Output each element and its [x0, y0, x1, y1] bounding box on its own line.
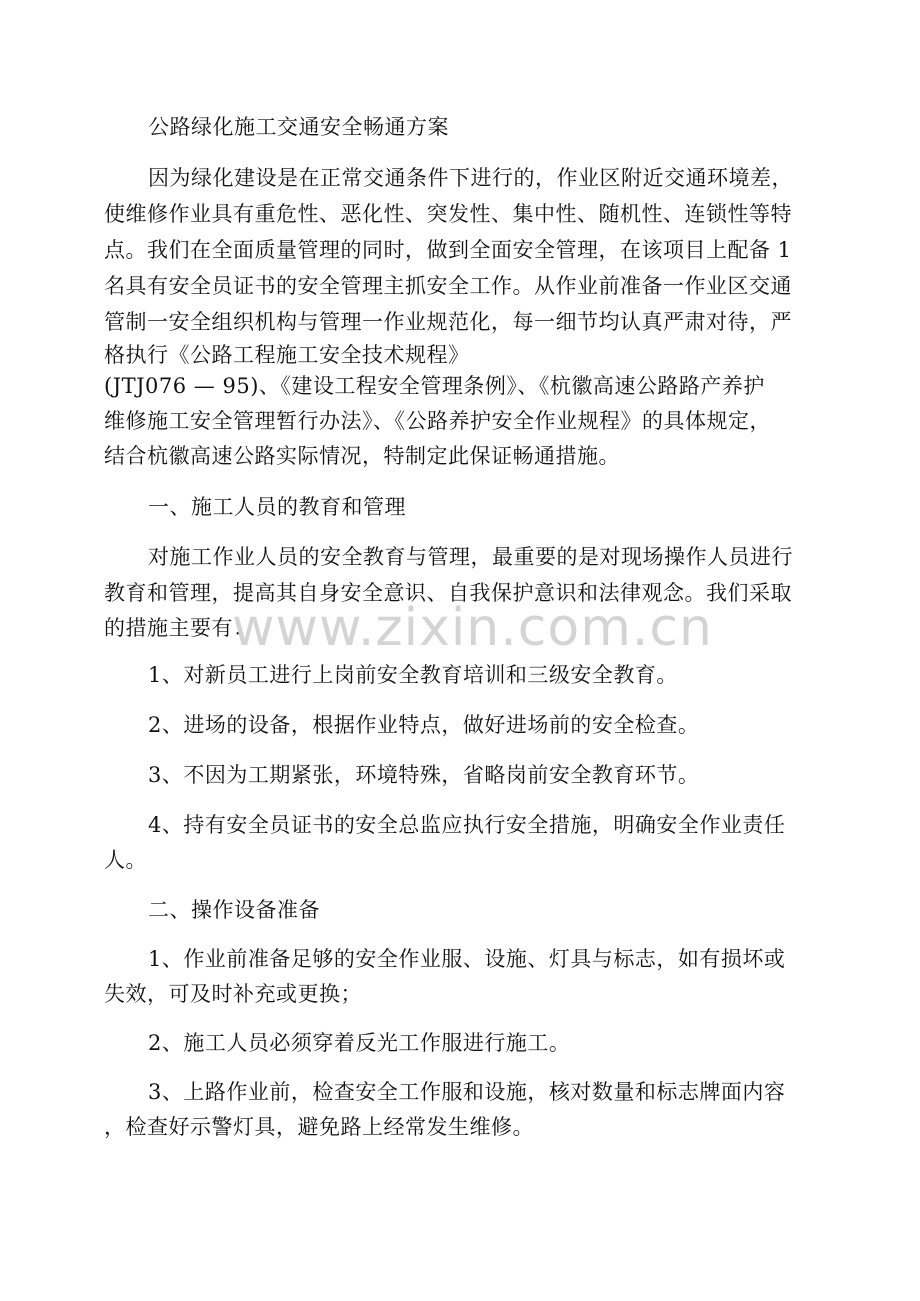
- list-item: 2、施工人员必须穿着反光工作服进行施工。: [148, 1031, 571, 1055]
- list-item: 3、上路作业前，检查安全工作服和设施，核对数量和标志牌面内容: [148, 1080, 786, 1104]
- intro-line: 因为绿化建设是在正常交通条件下进行的，作业区附近交通环境差，: [148, 166, 793, 190]
- section1-para-line: 教育和管理，提高其自身安全意识、自我保护意识和法律观念。我们采取: [104, 581, 792, 605]
- list-item: 1、作业前准备足够的安全作业服、设施、灯具与标志，如有损坏或: [148, 947, 786, 971]
- intro-line: 结合杭徽高速公路实际情况，特制定此保证畅通措施。: [104, 444, 620, 468]
- list-item: 3、不因为工期紧张，环境特殊，省略岗前安全教育环节。: [148, 763, 700, 787]
- list-item-continued: ，检查好示警灯具，避免路上经常发生维修。: [104, 1115, 534, 1139]
- document-title: 公路绿化施工交通安全畅通方案: [148, 115, 449, 139]
- intro-line: 名具有安全员证书的安全管理主抓安全工作。从作业前准备一作业区交通: [104, 274, 792, 298]
- section-heading: 一、施工人员的教育和管理: [148, 495, 406, 519]
- section1-para-line: 对施工作业人员的安全教育与管理，最重要的是对现场操作人员进行: [148, 545, 793, 569]
- list-item-continued: 失效，可及时补充或更换；: [104, 982, 362, 1006]
- list-item: 4、持有安全员证书的安全总监应执行安全措施，明确安全作业责任: [148, 813, 786, 837]
- section-heading: 二、操作设备准备: [148, 898, 320, 922]
- watermark: www.zixin.com.cn: [232, 598, 713, 658]
- list-item: 1、对新员工进行上岗前安全教育培训和三级安全教育。: [148, 663, 678, 687]
- list-item: 2、进场的设备，根据作业特点，做好进场前的安全检查。: [148, 713, 700, 737]
- intro-line: 格执行《公路工程施工安全技术规程》: [104, 343, 470, 367]
- intro-line: 使维修作业具有重危性、恶化性、突发性、集中性、随机性、连锁性等特: [104, 202, 792, 226]
- intro-line: 维修施工安全管理暂行办法》、《公路养护安全作业规程》的具体规定，: [104, 409, 771, 433]
- list-item-continued: 人。: [104, 848, 147, 872]
- section1-para-line: 的措施主要有：: [104, 616, 255, 640]
- intro-line: 管制一安全组织机构与管理一作业规范化，每一细节均认真严肃对待，严: [104, 310, 792, 334]
- intro-line: (JTJ076 — 95)、《建设工程安全管理条例》、《杭徽高速公路路产养护: [104, 374, 765, 398]
- intro-line: 点。我们在全面质量管理的同时，做到全面安全管理，在该项目上配备 1: [104, 238, 792, 262]
